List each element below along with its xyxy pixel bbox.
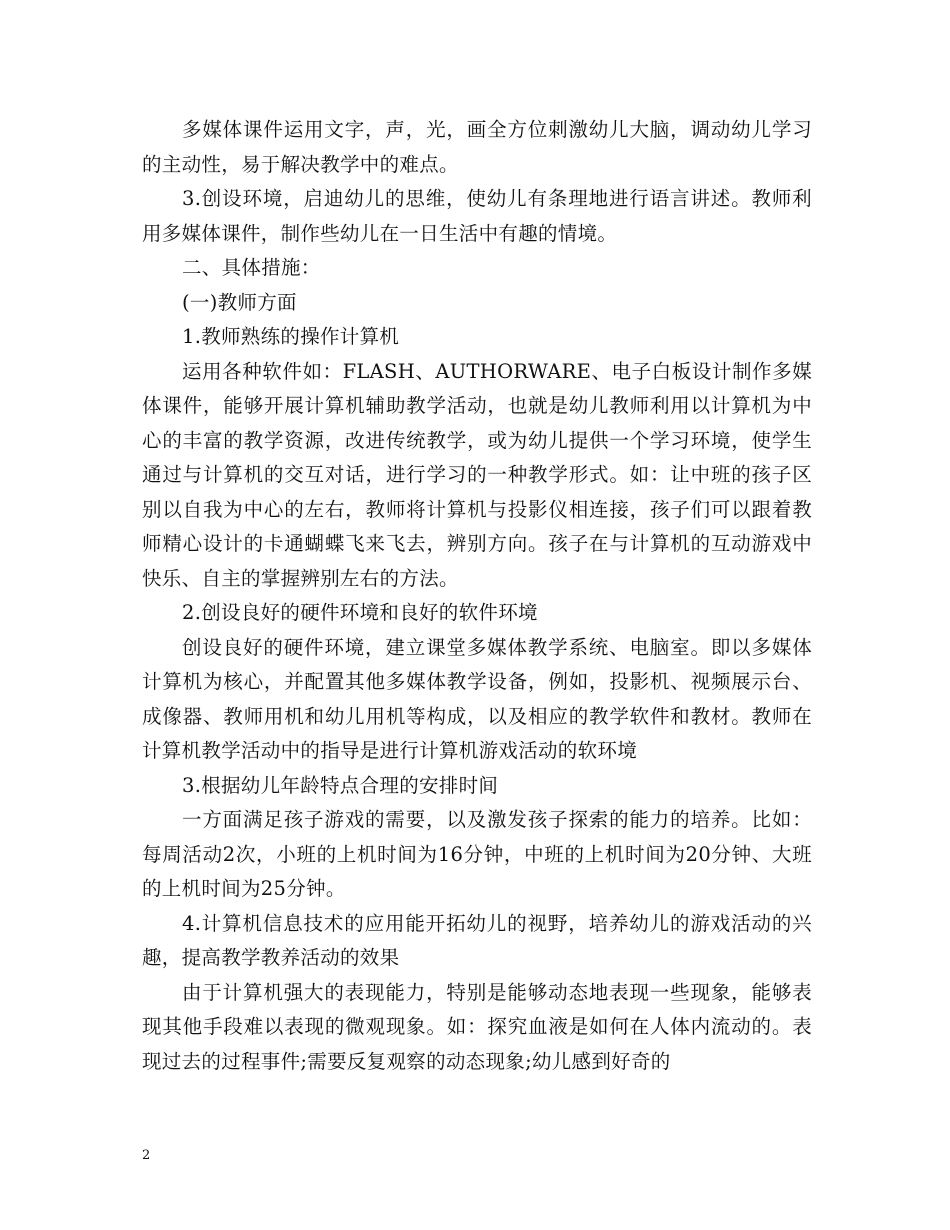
paragraph-hardware-environment: 创设良好的硬件环境，建立课堂多媒体教学系统、电脑室。即以多媒体计算机为核心，并配置其他多媒体教学设备，例如，投影机、视频展示台、成像器、教师用机和幼儿用机等构成，以及相应的教学软件和教材。教师在计算机教学活动中的指导是进行计算机游戏活动的软环境 [142, 635, 812, 762]
paragraph-computer-capability: 由于计算机强大的表现能力，特别是能够动态地表现一些现象，能够表现其他手段难以表现的微观现象。如：探究血液是如何在人体内流动的。表现过去的过程事件;需要反复观察的动态现象;幼儿感到好奇的 [142, 980, 812, 1073]
paragraph-schedule-details: 一方面满足孩子游戏的需要，以及激发孩子探索的能力的培养。比如：每周活动2次，小班的上机时间为16分钟，中班的上机时间为20分钟、大班的上机时间为25分钟。 [142, 808, 812, 900]
paragraph-multimedia-intro: 多媒体课件运用文字，声，光，画全方位刺激幼儿大脑，调动幼儿学习的主动性，易于解决教学中的难点。 [142, 118, 812, 176]
heading-specific-measures: 二、具体措施： [182, 256, 321, 279]
heading-item-3-schedule: 3.根据幼儿年龄特点合理的安排时间 [182, 773, 499, 797]
paragraph-software-usage: 运用各种软件如：FLASH、AUTHORWARE、电子白板设计制作多媒体课件，能够开展计算机辅助教学活动，也就是幼儿教师利用以计算机为中心的丰富的教学资源，改进传统教学，或为幼儿提供一个学习环境，使学生通过与计算机的交互对话，进行学习的一种教学形式。如：让中班的孩子区别以自我为中心的左右，教师将计算机与投影仪相连接，孩子们可以跟着教师精心设计的卡通蝴蝶飞来飞去，辨别方向。孩子在与计算机的互动游戏中快乐、自主的掌握辨别左右的方法。 [142, 359, 812, 590]
heading-teacher-aspect: (一)教师方面 [182, 290, 297, 314]
heading-item-1-operate-computer: 1.教师熟练的操作计算机 [182, 325, 400, 348]
page-number: 2 [142, 1148, 151, 1163]
document-body [142, 113, 812, 1079]
heading-item-2-environment: 2.创设良好的硬件环境和良好的软件环境 [182, 601, 538, 624]
heading-item-4-application: 4.计算机信息技术的应用能开拓幼儿的视野，培养幼儿的游戏活动的兴趣，提高教学教养活动的效果 [142, 911, 812, 969]
paragraph-item-3-environment: 3.创设环境，启迪幼儿的思维，使幼儿有条理地进行语言讲述。教师利用多媒体课件，制作些幼儿在一日生活中有趣的情境。 [142, 187, 812, 245]
